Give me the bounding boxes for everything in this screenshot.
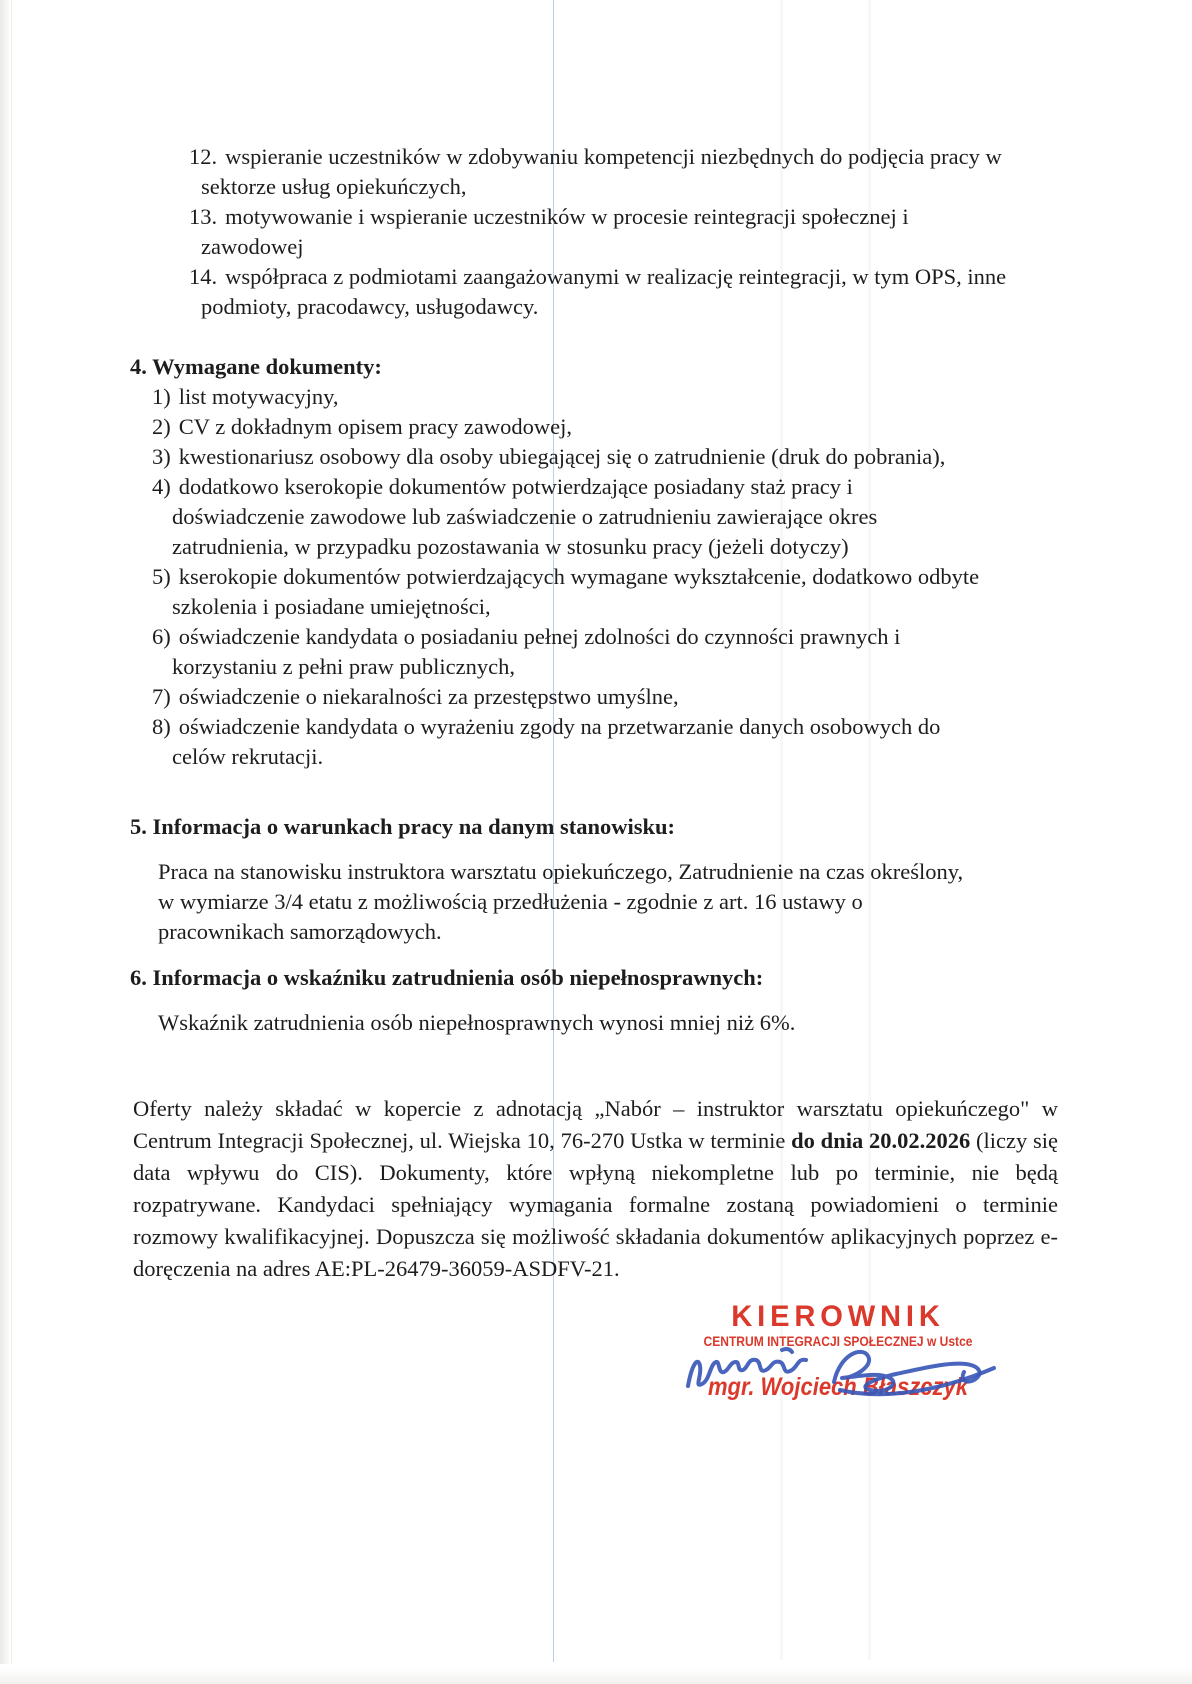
closing-paragraph [133,1093,1058,1285]
handwritten-signature [682,1342,1002,1406]
list-item [130,682,1060,712]
paragraph-line: Praca na stanowisku instruktora warsztatu opiekuńczego, Zatrudnienie na czas określony, [158,859,964,884]
list-item [130,142,1060,202]
deadline-bold-text: do dnia 20.02.2026 [791,1128,971,1153]
item-text: motywowanie i wspieranie uczestników w procesie reintegracji społecznej i [225,204,909,229]
paragraph-line: pracownikach samorządowych. [158,919,442,944]
section-paragraph [158,857,1060,947]
list-item [130,472,1060,562]
item-text: doświadczenie zawodowe lub zaświadczenie o zatrudnieniu zawierające okres [172,504,878,529]
item-number: 4) [152,474,171,499]
closing-text: Oferty należy składać w kopercie z adnotacją „Nabór – instruktor warsztatu opiekuńczego" w Centrum Integracji Społecznej, ul. Wiejska 10, 76-270 Ustka w terminie [133,1096,1058,1153]
item-number: 1) [152,384,171,409]
scan-left-edge-shadow [0,0,12,1664]
item-number: 6) [152,624,171,649]
list-item [130,622,1060,682]
item-number: 8) [152,714,171,739]
list-item [130,712,1060,772]
section-required-documents [130,352,1060,772]
item-text: oświadczenie o niekaralności za przestępstwo umyślne, [178,684,679,709]
list-item [130,562,1060,622]
item-text: oświadczenie kandydata o posiadaniu pełnej zdolności do czynności prawnych i [178,624,901,649]
item-text: dodatkowo kserokopie dokumentów potwierdzające posiadany staż pracy i [178,474,853,499]
section-heading: 4. Wymagane dokumenty: [130,354,382,379]
item-text: sektorze usług opiekuńczych, [201,174,467,199]
document-body [130,142,1060,1308]
item-text: szkolenia i posiadane umiejętności, [172,594,491,619]
paragraph-line: Wskaźnik zatrudnienia osób niepełnosprawnych wynosi mniej niż 6%. [158,1010,796,1035]
list-item [130,202,1060,262]
list-item [130,442,1060,472]
section-heading: 6. Informacja o wskaźniku zatrudnienia osób niepełnosprawnych: [130,965,764,990]
stamp-subtitle: CENTRUM INTEGRACJI SPOŁECZNEJ w Ustce [703,1333,973,1349]
stamp-title: KIEROWNIK [731,1300,945,1333]
item-number: 12. [189,144,218,169]
item-text: zawodowej [201,234,304,259]
item-text: współpraca z podmiotami zaangażowanymi w realizację reintegracji, w tym OPS, inne [225,264,1007,289]
item-text: celów rekrutacji. [172,744,324,769]
item-number: 5) [152,564,171,589]
item-text: podmioty, pracodawcy, usługodawcy. [201,294,539,319]
section-disability-rate [130,963,1060,1038]
item-text: kwestionariusz osobowy dla osoby ubiegającej się o zatrudnienie (druk do pobrania), [178,444,946,469]
official-stamp [648,1292,1028,1401]
item-text: korzystaniu z pełni praw publicznych, [172,654,516,679]
item-number: 7) [152,684,171,709]
item-text: CV z dokładnym opisem pracy zawodowej, [178,414,572,439]
item-number: 2) [152,414,171,439]
item-text: zatrudnienia, w przypadku pozostawania w stosunku pracy (jeżeli dotyczy) [172,534,849,559]
item-text: list motywacyjny, [178,384,339,409]
item-number: 14. [189,264,218,289]
section-paragraph [158,1008,1060,1038]
duties-list [130,142,1060,322]
item-number: 13. [189,204,218,229]
section-heading: 5. Informacja o warunkach pracy na danym stanowisku: [130,814,676,839]
item-text: wspieranie uczestników w zdobywaniu kompetencji niezbędnych do podjęcia pracy w [225,144,1002,169]
list-item [130,382,1060,412]
list-item [130,262,1060,322]
scan-bottom-edge-shadow [0,1668,1192,1684]
list-item [130,412,1060,442]
closing-text: (liczy się data wpływu do CIS). Dokumenty, które wpłyną niekompletne lub po terminie, nie będą rozpatrywane. Kandydaci spełniający wymagania formalne zostaną powiadomieni o terminie rozmowy kwalifikacyjnej. Dopuszcza się możliwość składania dokumentów aplikacyjnych poprzez e-doręczenia na adres AE:PL-26479-36059-ASDFV-21. [133,1128,1058,1281]
item-text: oświadczenie kandydata o wyrażeniu zgody na przetwarzanie danych osobowych do [178,714,941,739]
item-number: 3) [152,444,171,469]
paragraph-line: w wymiarze 3/4 etatu z możliwością przedłużenia - zgodnie z art. 16 ustawy o [158,889,863,914]
stamp-signatory-name: mgr. Wojciech Błaszczyk [707,1373,969,1401]
section-work-conditions [130,812,1060,947]
item-text: kserokopie dokumentów potwierdzających wymagane wykształcenie, dodatkowo odbyte [178,564,980,589]
